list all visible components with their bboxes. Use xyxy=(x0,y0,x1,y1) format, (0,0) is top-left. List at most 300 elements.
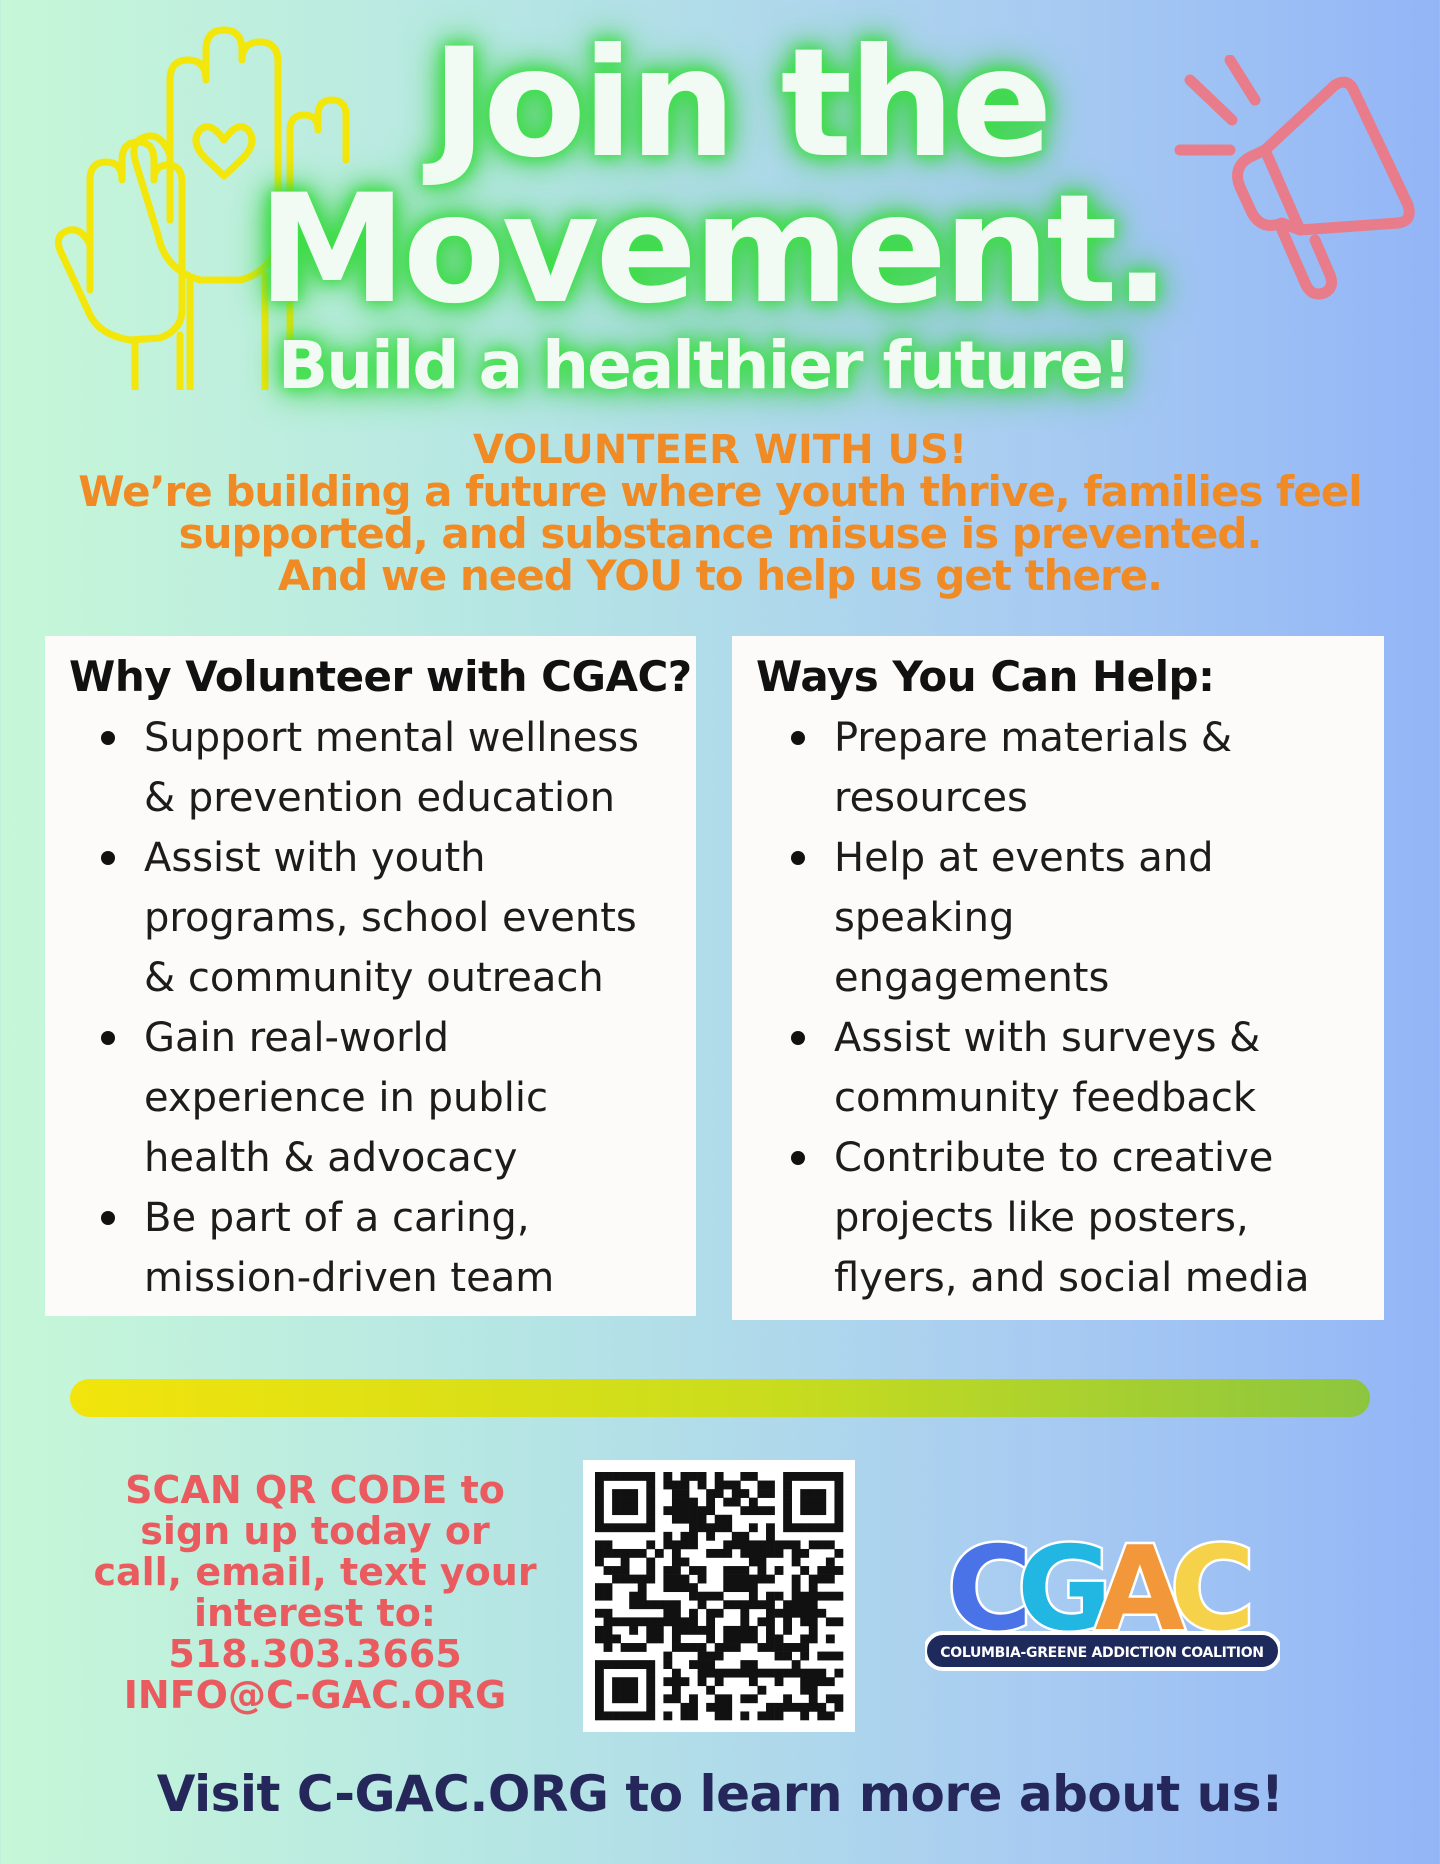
qr-module xyxy=(800,1472,809,1481)
qr-module xyxy=(783,1617,792,1626)
qr-module xyxy=(826,1523,835,1532)
qr-module xyxy=(706,1549,715,1558)
qr-module xyxy=(612,1549,621,1558)
qr-module xyxy=(775,1634,784,1643)
qr-module xyxy=(604,1583,613,1592)
qr-module xyxy=(715,1652,724,1661)
qr-module xyxy=(757,1481,766,1490)
contact-line-2: sign up today or xyxy=(140,1509,490,1553)
qr-module xyxy=(646,1600,655,1609)
qr-module xyxy=(681,1515,690,1524)
bullet-icon xyxy=(791,1151,805,1165)
qr-module xyxy=(595,1711,604,1720)
qr-module xyxy=(629,1677,638,1686)
qr-module xyxy=(817,1472,826,1481)
qr-module xyxy=(740,1472,749,1481)
qr-module xyxy=(689,1643,698,1652)
qr-module xyxy=(817,1669,826,1678)
qr-module xyxy=(749,1694,758,1703)
qr-module xyxy=(604,1566,613,1575)
qr-module xyxy=(672,1677,681,1686)
qr-module xyxy=(723,1549,732,1558)
qr-module xyxy=(646,1566,655,1575)
qr-module xyxy=(732,1498,741,1507)
qr-module xyxy=(715,1609,724,1618)
qr-module xyxy=(792,1583,801,1592)
qr-module xyxy=(783,1626,792,1635)
qr-module xyxy=(681,1498,690,1507)
intro-line-1: We’re building a future where youth thrive, families feel xyxy=(78,467,1362,516)
qr-module xyxy=(800,1609,809,1618)
qr-module xyxy=(817,1506,826,1515)
qr-module xyxy=(604,1609,613,1618)
qr-module xyxy=(749,1592,758,1601)
qr-module xyxy=(792,1549,801,1558)
qr-module xyxy=(740,1609,749,1618)
qr-module xyxy=(612,1677,621,1686)
qr-module xyxy=(834,1617,843,1626)
qr-module xyxy=(809,1600,818,1609)
intro-line-3: And we need YOU to help us get there. xyxy=(277,551,1163,600)
qr-module xyxy=(595,1549,604,1558)
qr-module xyxy=(783,1506,792,1515)
qr-module xyxy=(740,1566,749,1575)
qr-module xyxy=(800,1652,809,1661)
qr-module xyxy=(681,1617,690,1626)
qr-module xyxy=(621,1660,630,1669)
qr-module xyxy=(757,1600,766,1609)
qr-module xyxy=(612,1523,621,1532)
qr-module xyxy=(689,1626,698,1635)
qr-module xyxy=(732,1600,741,1609)
qr-module xyxy=(706,1652,715,1661)
qr-module xyxy=(800,1711,809,1720)
qr-module xyxy=(834,1652,843,1661)
qr-module xyxy=(663,1472,672,1481)
qr-module xyxy=(723,1643,732,1652)
qr-module xyxy=(826,1540,835,1549)
qr-module xyxy=(766,1506,775,1515)
qr-module xyxy=(646,1523,655,1532)
qr-module xyxy=(638,1711,647,1720)
qr-module xyxy=(663,1540,672,1549)
qr-module xyxy=(672,1566,681,1575)
qr-module xyxy=(638,1600,647,1609)
qr-module xyxy=(604,1523,613,1532)
qr-module xyxy=(646,1694,655,1703)
qr-module xyxy=(749,1523,758,1532)
qr-module xyxy=(766,1489,775,1498)
qr-module xyxy=(809,1472,818,1481)
qr-module xyxy=(612,1634,621,1643)
qr-module xyxy=(834,1694,843,1703)
qr-module xyxy=(757,1686,766,1695)
qr-module xyxy=(740,1532,749,1541)
qr-module xyxy=(723,1523,732,1532)
qr-module xyxy=(749,1498,758,1507)
headline-movement: Movement. xyxy=(257,163,1167,337)
qr-module xyxy=(792,1669,801,1678)
list-item-line: engagements xyxy=(834,955,1110,1001)
qr-module xyxy=(723,1498,732,1507)
qr-module xyxy=(604,1626,613,1635)
qr-module xyxy=(766,1600,775,1609)
qr-module xyxy=(595,1660,604,1669)
bullet-icon xyxy=(101,1031,115,1045)
qr-module xyxy=(595,1583,604,1592)
qr-module xyxy=(800,1523,809,1532)
qr-module xyxy=(766,1711,775,1720)
qr-module xyxy=(646,1558,655,1567)
qr-module xyxy=(740,1660,749,1669)
volunteer-heading: VOLUNTEER WITH US! xyxy=(472,427,968,473)
qr-module xyxy=(638,1549,647,1558)
qr-module xyxy=(766,1575,775,1584)
qr-module xyxy=(792,1643,801,1652)
qr-module xyxy=(800,1669,809,1678)
qr-module xyxy=(646,1481,655,1490)
qr-module xyxy=(595,1515,604,1524)
qr-module xyxy=(621,1558,630,1567)
qr-module xyxy=(792,1472,801,1481)
qr-module xyxy=(595,1677,604,1686)
ways-to-help-box xyxy=(732,636,1384,1320)
qr-module xyxy=(775,1711,784,1720)
list-item xyxy=(45,1188,639,1308)
qr-module xyxy=(595,1523,604,1532)
qr-module xyxy=(715,1669,724,1678)
qr-module xyxy=(595,1634,604,1643)
qr-module xyxy=(698,1481,707,1490)
qr-module xyxy=(775,1549,784,1558)
qr-module xyxy=(663,1660,672,1669)
list-item xyxy=(45,708,639,828)
footer-visit-text[interactable]: Visit C-GAC.ORG to learn more about us! xyxy=(156,1765,1284,1823)
qr-module xyxy=(681,1558,690,1567)
qr-module xyxy=(775,1677,784,1686)
qr-module xyxy=(809,1677,818,1686)
list-item-line: Assist with surveys & xyxy=(834,1015,1261,1061)
qr-module xyxy=(595,1558,604,1567)
qr-module xyxy=(817,1652,826,1661)
list-item-line: & community outreach xyxy=(144,955,604,1001)
qr-module xyxy=(775,1609,784,1618)
list-item-line: flyers, and social media xyxy=(834,1255,1310,1301)
qr-module xyxy=(612,1575,621,1584)
qr-module xyxy=(783,1600,792,1609)
qr-module xyxy=(792,1523,801,1532)
qr-module xyxy=(681,1481,690,1490)
qr-module xyxy=(689,1609,698,1618)
qr-module xyxy=(629,1472,638,1481)
list-item-line: health & advocacy xyxy=(144,1135,518,1181)
qr-code-graphic xyxy=(583,1460,855,1732)
gradient-divider xyxy=(70,1379,1370,1417)
qr-module xyxy=(638,1617,647,1626)
qr-module xyxy=(663,1583,672,1592)
qr-module xyxy=(672,1609,681,1618)
qr-module xyxy=(817,1498,826,1507)
qr-module xyxy=(629,1575,638,1584)
qr-module xyxy=(698,1677,707,1686)
list-item-line: Contribute to creative xyxy=(834,1135,1274,1181)
qr-module xyxy=(826,1575,835,1584)
qr-module xyxy=(612,1686,621,1695)
qr-module xyxy=(723,1711,732,1720)
qr-module xyxy=(723,1634,732,1643)
qr-module xyxy=(732,1643,741,1652)
qr-module xyxy=(766,1592,775,1601)
qr-module xyxy=(723,1703,732,1712)
qr-module xyxy=(689,1617,698,1626)
bullet-icon xyxy=(791,731,805,745)
qr-module xyxy=(646,1660,655,1669)
list-item-line: programs, school events xyxy=(144,895,637,941)
qr-module xyxy=(834,1506,843,1515)
qr-module xyxy=(663,1575,672,1584)
qr-module xyxy=(723,1669,732,1678)
qr-module xyxy=(629,1686,638,1695)
qr-module xyxy=(621,1506,630,1515)
qr-module xyxy=(834,1566,843,1575)
qr-module xyxy=(732,1481,741,1490)
qr-module xyxy=(817,1609,826,1618)
qr-module xyxy=(621,1677,630,1686)
qr-module xyxy=(706,1506,715,1515)
qr-module xyxy=(783,1694,792,1703)
qr-module xyxy=(826,1472,835,1481)
qr-module xyxy=(672,1558,681,1567)
qr-module xyxy=(834,1515,843,1524)
list-item-line: Assist with youth xyxy=(144,835,486,881)
qr-module xyxy=(663,1609,672,1618)
qr-module xyxy=(638,1583,647,1592)
qr-module xyxy=(766,1643,775,1652)
qr-module xyxy=(809,1575,818,1584)
qr-module xyxy=(698,1643,707,1652)
qr-module xyxy=(715,1489,724,1498)
qr-module xyxy=(723,1694,732,1703)
qr-module xyxy=(612,1566,621,1575)
qr-module xyxy=(672,1583,681,1592)
qr-module xyxy=(817,1489,826,1498)
qr-module xyxy=(672,1634,681,1643)
qr-module xyxy=(621,1617,630,1626)
qr-module xyxy=(809,1669,818,1678)
qr-module xyxy=(740,1506,749,1515)
qr-module xyxy=(766,1549,775,1558)
qr-module xyxy=(775,1592,784,1601)
qr-module xyxy=(698,1669,707,1678)
qr-module xyxy=(740,1583,749,1592)
qr-module xyxy=(672,1575,681,1584)
bullet-icon xyxy=(101,851,115,865)
qr-module xyxy=(732,1489,741,1498)
headline-join: Join the xyxy=(431,17,1049,191)
contact-line-3: call, email, text your xyxy=(93,1550,537,1594)
qr-module xyxy=(672,1694,681,1703)
qr-module xyxy=(595,1694,604,1703)
bullet-icon xyxy=(791,851,805,865)
qr-module xyxy=(646,1575,655,1584)
qr-module xyxy=(629,1592,638,1601)
qr-module xyxy=(809,1498,818,1507)
qr-module xyxy=(621,1523,630,1532)
qr-module xyxy=(715,1677,724,1686)
qr-module xyxy=(621,1472,630,1481)
qr-module xyxy=(595,1626,604,1635)
contact-email[interactable]: INFO@C-GAC.ORG xyxy=(123,1673,507,1717)
qr-module xyxy=(706,1634,715,1643)
qr-module xyxy=(826,1677,835,1686)
qr-code-icon[interactable] xyxy=(583,1460,855,1732)
qr-module xyxy=(612,1617,621,1626)
qr-module xyxy=(792,1600,801,1609)
qr-module xyxy=(638,1575,647,1584)
qr-module xyxy=(809,1592,818,1601)
qr-module xyxy=(689,1711,698,1720)
qr-module xyxy=(732,1669,741,1678)
qr-module xyxy=(826,1617,835,1626)
qr-module xyxy=(629,1694,638,1703)
qr-module xyxy=(663,1617,672,1626)
qr-module xyxy=(757,1566,766,1575)
qr-module xyxy=(809,1609,818,1618)
qr-module xyxy=(749,1634,758,1643)
qr-module xyxy=(749,1583,758,1592)
qr-module xyxy=(766,1532,775,1541)
qr-module xyxy=(817,1711,826,1720)
qr-module xyxy=(655,1634,664,1643)
qr-module xyxy=(706,1523,715,1532)
qr-module xyxy=(672,1481,681,1490)
qr-module xyxy=(749,1558,758,1567)
qr-module xyxy=(663,1694,672,1703)
list-item-line: mission-driven team xyxy=(144,1255,555,1301)
qr-module xyxy=(706,1489,715,1498)
qr-module xyxy=(672,1498,681,1507)
logo-letter-c1: C xyxy=(947,1522,1033,1657)
qr-module xyxy=(757,1549,766,1558)
qr-module xyxy=(672,1489,681,1498)
qr-module xyxy=(698,1575,707,1584)
qr-module xyxy=(809,1523,818,1532)
list-item-line: Help at events and xyxy=(834,835,1214,881)
qr-module xyxy=(757,1489,766,1498)
qr-module xyxy=(681,1711,690,1720)
qr-module xyxy=(740,1600,749,1609)
qr-module xyxy=(698,1592,707,1601)
qr-module xyxy=(740,1549,749,1558)
qr-module xyxy=(723,1540,732,1549)
why-volunteer-box xyxy=(45,636,696,1316)
qr-module xyxy=(715,1481,724,1490)
qr-module xyxy=(783,1609,792,1618)
list-item-line: resources xyxy=(834,775,1028,821)
contact-line-4: interest to: xyxy=(193,1591,436,1635)
qr-module xyxy=(817,1677,826,1686)
qr-module xyxy=(698,1472,707,1481)
qr-module xyxy=(681,1643,690,1652)
qr-module xyxy=(689,1566,698,1575)
qr-module xyxy=(629,1498,638,1507)
qr-module xyxy=(715,1472,724,1481)
qr-module xyxy=(689,1703,698,1712)
qr-module xyxy=(689,1694,698,1703)
qr-module xyxy=(595,1609,604,1618)
qr-module xyxy=(834,1669,843,1678)
qr-module xyxy=(766,1669,775,1678)
qr-module xyxy=(595,1686,604,1695)
qr-module xyxy=(783,1523,792,1532)
logo-tagline: COLUMBIA-GREENE ADDICTION COALITION xyxy=(940,1645,1264,1661)
qr-module xyxy=(809,1583,818,1592)
logo-letter-c2: C xyxy=(1170,1522,1256,1657)
qr-module xyxy=(809,1506,818,1515)
qr-module xyxy=(698,1660,707,1669)
qr-module xyxy=(715,1549,724,1558)
contact-phone[interactable]: 518.303.3665 xyxy=(168,1632,462,1676)
qr-module xyxy=(800,1549,809,1558)
qr-module xyxy=(672,1506,681,1515)
qr-module xyxy=(612,1472,621,1481)
qr-module xyxy=(826,1634,835,1643)
qr-module xyxy=(740,1634,749,1643)
qr-module xyxy=(663,1600,672,1609)
qr-module xyxy=(732,1566,741,1575)
qr-module xyxy=(732,1583,741,1592)
qr-module xyxy=(817,1566,826,1575)
qr-module xyxy=(740,1626,749,1635)
qr-module xyxy=(715,1703,724,1712)
qr-module xyxy=(646,1489,655,1498)
qr-module xyxy=(621,1575,630,1584)
qr-module xyxy=(749,1540,758,1549)
qr-module xyxy=(655,1549,664,1558)
qr-module xyxy=(740,1540,749,1549)
qr-module xyxy=(732,1626,741,1635)
qr-module xyxy=(698,1523,707,1532)
qr-module xyxy=(621,1566,630,1575)
qr-module xyxy=(800,1566,809,1575)
qr-module xyxy=(638,1592,647,1601)
qr-module xyxy=(681,1583,690,1592)
qr-module xyxy=(672,1643,681,1652)
qr-module xyxy=(826,1566,835,1575)
bullet-icon xyxy=(101,731,115,745)
qr-module xyxy=(689,1472,698,1481)
qr-module xyxy=(698,1652,707,1661)
qr-module xyxy=(783,1540,792,1549)
qr-module xyxy=(646,1506,655,1515)
qr-module xyxy=(809,1617,818,1626)
qr-module xyxy=(792,1540,801,1549)
list-item xyxy=(45,1008,639,1188)
cgac-logo xyxy=(925,1515,1280,1675)
qr-module xyxy=(595,1540,604,1549)
qr-module xyxy=(800,1592,809,1601)
qr-module xyxy=(817,1540,826,1549)
qr-module xyxy=(766,1703,775,1712)
list-item xyxy=(732,708,1310,828)
qr-module xyxy=(775,1566,784,1575)
qr-module xyxy=(757,1617,766,1626)
qr-module xyxy=(723,1566,732,1575)
qr-module xyxy=(809,1540,818,1549)
qr-module xyxy=(766,1481,775,1490)
qr-module xyxy=(749,1506,758,1515)
qr-module xyxy=(646,1686,655,1695)
